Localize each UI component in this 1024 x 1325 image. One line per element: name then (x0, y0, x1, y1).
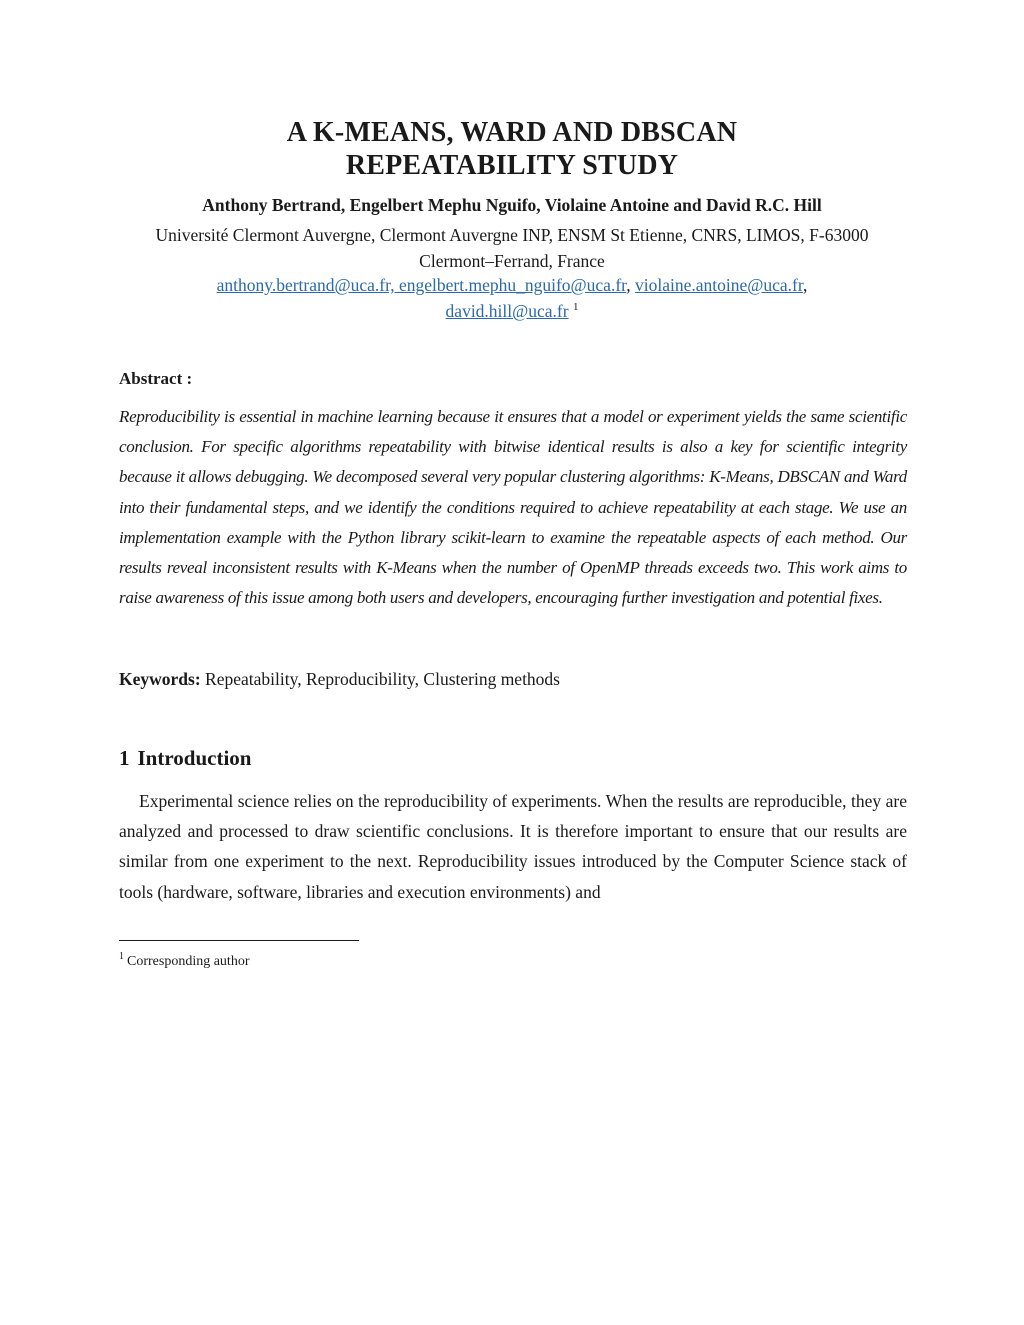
keywords-text: Repeatability, Reproducibility, Clustering methods (200, 669, 560, 689)
author-list: Anthony Bertrand, Engelbert Mephu Nguifo, Violaine Antoine and David R.C. Hill (202, 195, 822, 215)
footnote-text: Corresponding author (127, 954, 250, 969)
email-list (0, 272, 1024, 324)
paper-title (0, 116, 1024, 182)
abstract-heading: Abstract : (119, 369, 193, 388)
keywords (119, 667, 560, 691)
footnote (119, 952, 249, 972)
section-title: Introduction (137, 746, 252, 770)
section-number: 1 (119, 746, 130, 770)
footnote-divider (119, 940, 359, 941)
introduction-paragraph: Experimental science relies on the reproducibility of experiments. When the results are reproducible, they are analyzed and processed to draw scientific conclusions. It is therefore important to ensure that our results are similar from one experiment to the next. Reproducibility issues introduced by the Computer Science stack of tools (hardware, software, libraries and execution environments) and (119, 791, 907, 902)
title-line-2: REPEATABILITY STUDY (345, 150, 679, 181)
email-separator: , (626, 275, 636, 295)
footnote-number: 1 (119, 951, 124, 963)
email-link-bertrand[interactable]: anthony.bertrand@uca.fr, (216, 275, 399, 295)
footnote-marker: 1 (572, 301, 579, 314)
title-line-1: A K-MEANS, WARD AND DBSCAN (286, 117, 738, 148)
email-line-2 (0, 298, 1024, 324)
keywords-label: Keywords: (119, 669, 201, 689)
abstract-body: Reproducibility is essential in machine learning because it ensures that a model or experiment yields the same scientific conclusion. For specific algorithms repeatability with bitwise identical results is also a key for scientific integrity because it allows debugging. We decomposed several very popular clustering algorithms: K-Means, DBSCAN and Ward into their fundamental steps, and we identify the conditions required to achieve repeatability at each stage. We use an implementation example with the Python library scikit-learn to examine the repeatable aspects of each method. Our results reveal inconsistent results with K-Means when the number of OpenMP threads exceeds two. This work aims to raise awareness of this issue among both users and developers, encouraging further investigation and potential fixes. (119, 407, 907, 608)
email-link-antoine[interactable]: violaine.antoine@uca.fr (635, 275, 804, 295)
email-link-hill[interactable]: david.hill@uca.fr (445, 301, 569, 321)
section-heading-introduction (119, 744, 251, 772)
email-separator: , (803, 275, 808, 295)
email-line-1 (0, 272, 1024, 298)
email-link-mephu-nguifo[interactable]: engelbert.mephu_nguifo@uca.fr (399, 275, 627, 295)
affiliation: Université Clermont Auvergne, Clermont Auvergne INP, ENSM St Etienne, CNRS, LIMOS, F-63000 Clermont–Ferrand, France (155, 225, 869, 271)
